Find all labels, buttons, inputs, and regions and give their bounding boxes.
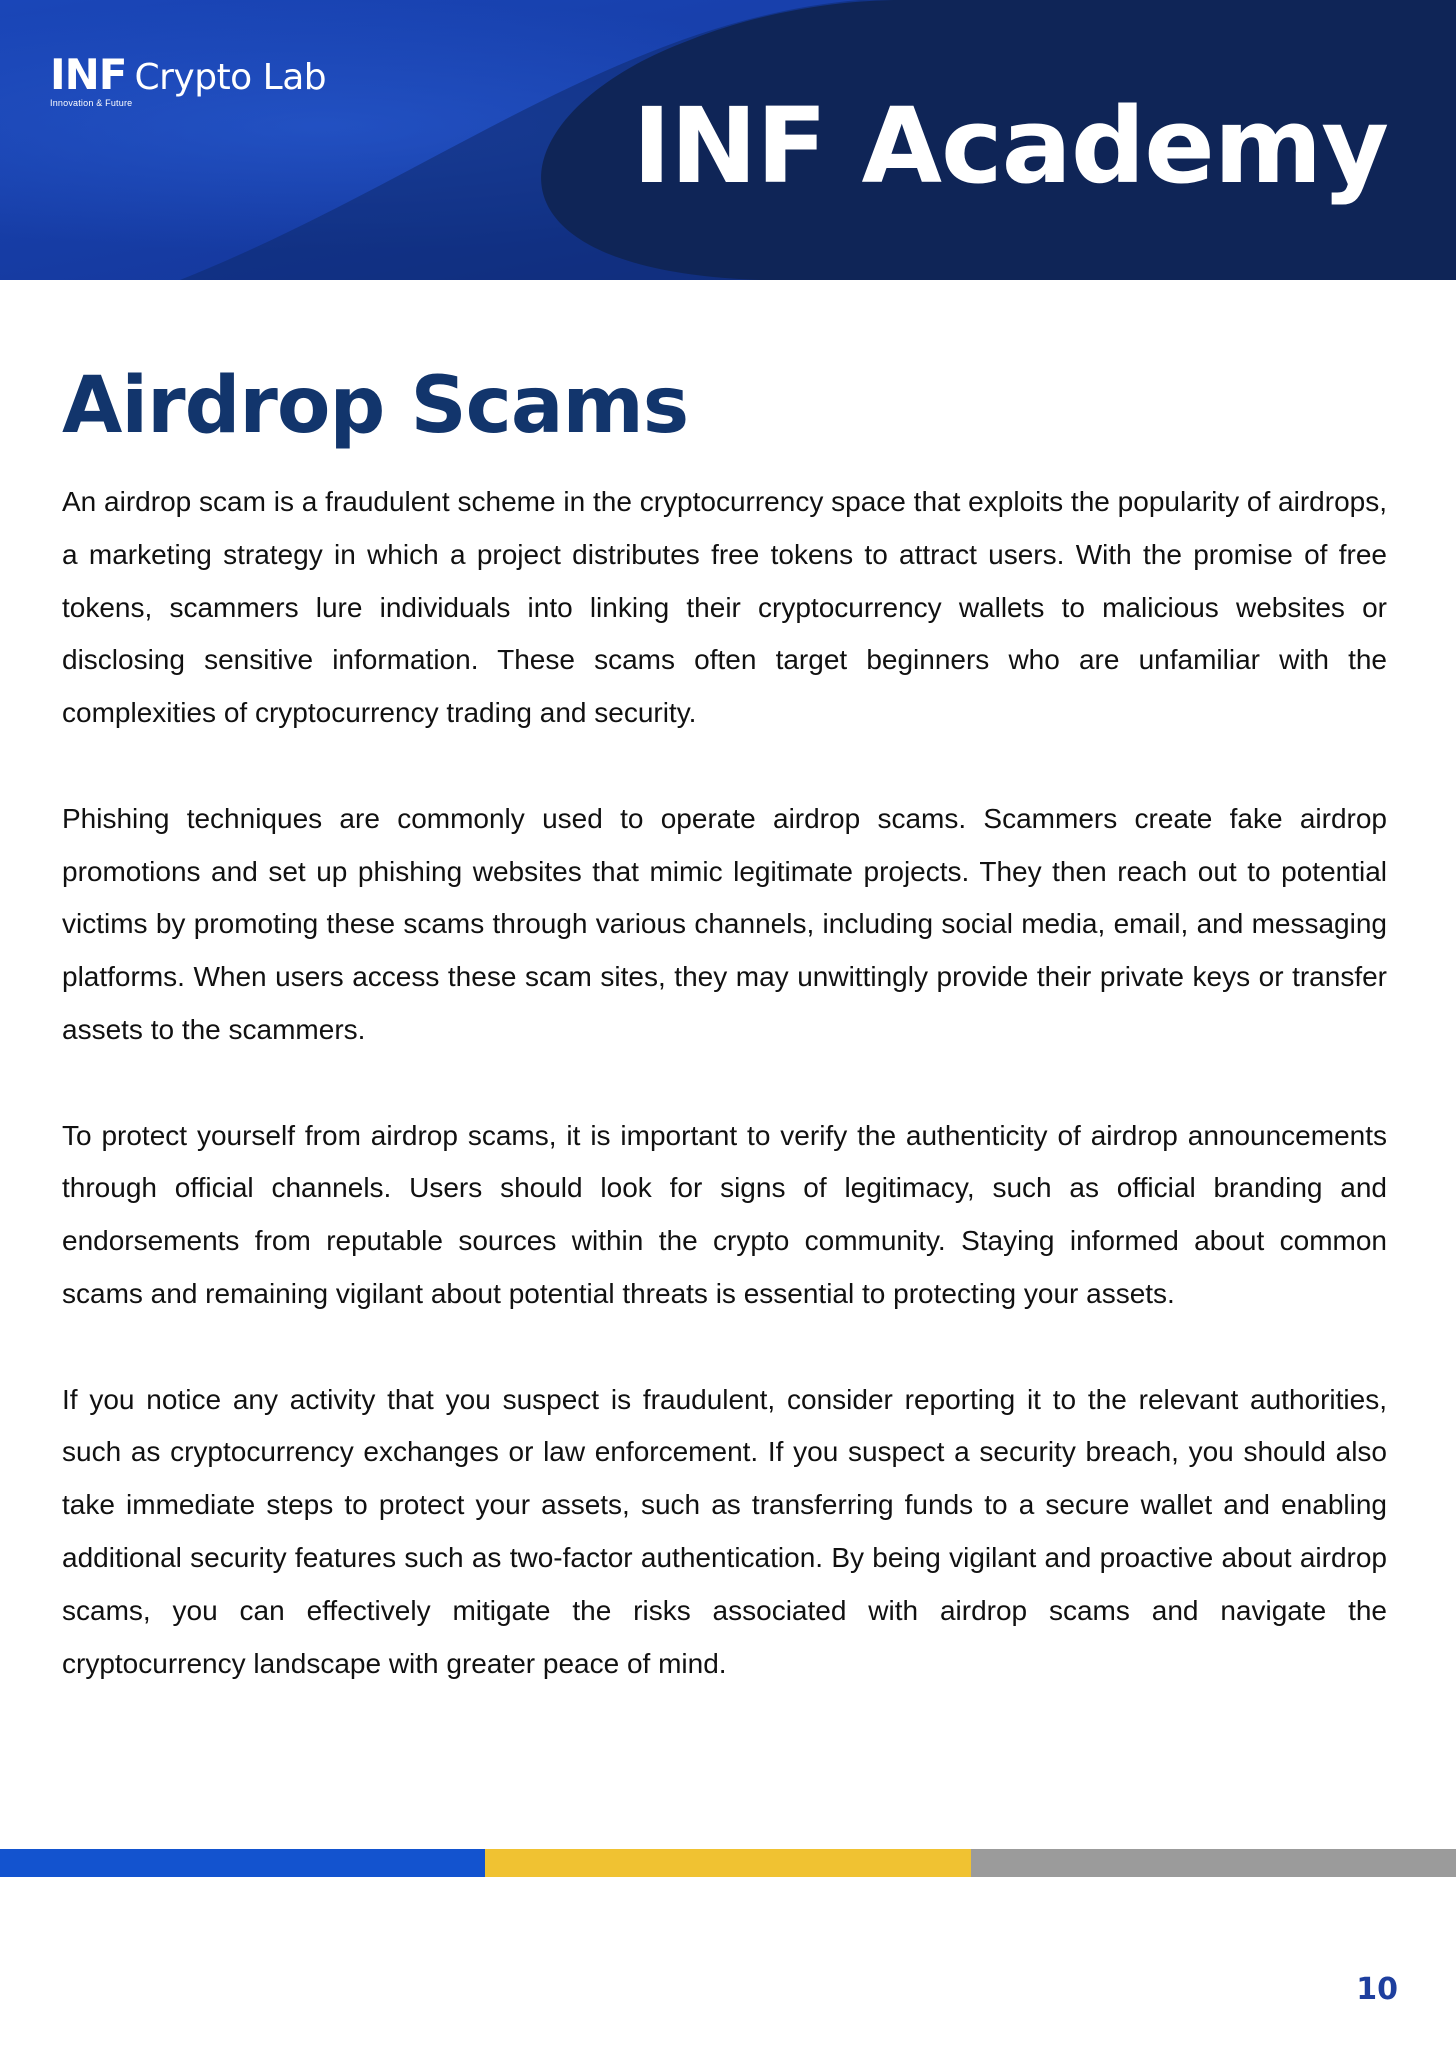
color-bar-gray [971, 1849, 1456, 1877]
paragraph-2: Phishing techniques are commonly used to operate airdrop scams. Scammers create fake airdrop promotions and set up phishing websites that mimic legitimate projects. They then reach out to potential victims by promoting these scams through various channels, including social media, email, and messaging platforms. When users access these scam sites, they may unwittingly provide their private keys or transfer assets to the scammers. [62, 802, 1387, 1045]
brand-logo [50, 52, 326, 108]
color-bar-yellow [485, 1849, 970, 1877]
footer-color-bar [0, 1849, 1456, 1877]
page-title: Airdrop Scams [62, 361, 689, 451]
logo-name: Crypto Lab [134, 57, 327, 98]
paragraph-4: If you notice any activity that you suspect is fraudulent, consider reporting it to the relevant authorities, such as cryptocurrency exchanges or law enforcement. If you suspect a security breach, you should also take immediate steps to protect your assets, such as transferring funds to a secure wallet and enabling additional security features such as two-factor authentication. By being vigilant and proactive about airdrop scams, you can effectively mitigate the risks associated with airdrop scams and navigate the cryptocurrency landscape with greater peace of mind. [62, 1383, 1387, 1679]
academy-title: INF Academy [632, 85, 1388, 207]
color-bar-blue [0, 1849, 485, 1877]
logo-mark: INF [50, 50, 127, 99]
paragraph-3: To protect yourself from airdrop scams, it is important to verify the authenticity of airdrop announcements through official channels. Users should look for signs of legitimacy, such as official branding and endorsements from reputable sources within the crypto community. Staying informed about common scams and remaining vigilant about potential threats is essential to protecting your assets. [62, 1119, 1387, 1309]
header-banner [0, 0, 1456, 280]
paragraph-1: An airdrop scam is a fraudulent scheme in the cryptocurrency space that exploits the popularity of airdrops, a marketing strategy in which a project distributes free tokens to attract users. With the promise of free tokens, scammers lure individuals into linking their cryptocurrency wallets to malicious websites or disclosing sensitive information. These scams often target beginners who are unfamiliar with the complexities of cryptocurrency trading and security. [62, 486, 1387, 729]
logo-tagline: Innovation & Future [50, 98, 133, 108]
page-number: 10 [1356, 1972, 1398, 2007]
article-body [62, 476, 1387, 1690]
